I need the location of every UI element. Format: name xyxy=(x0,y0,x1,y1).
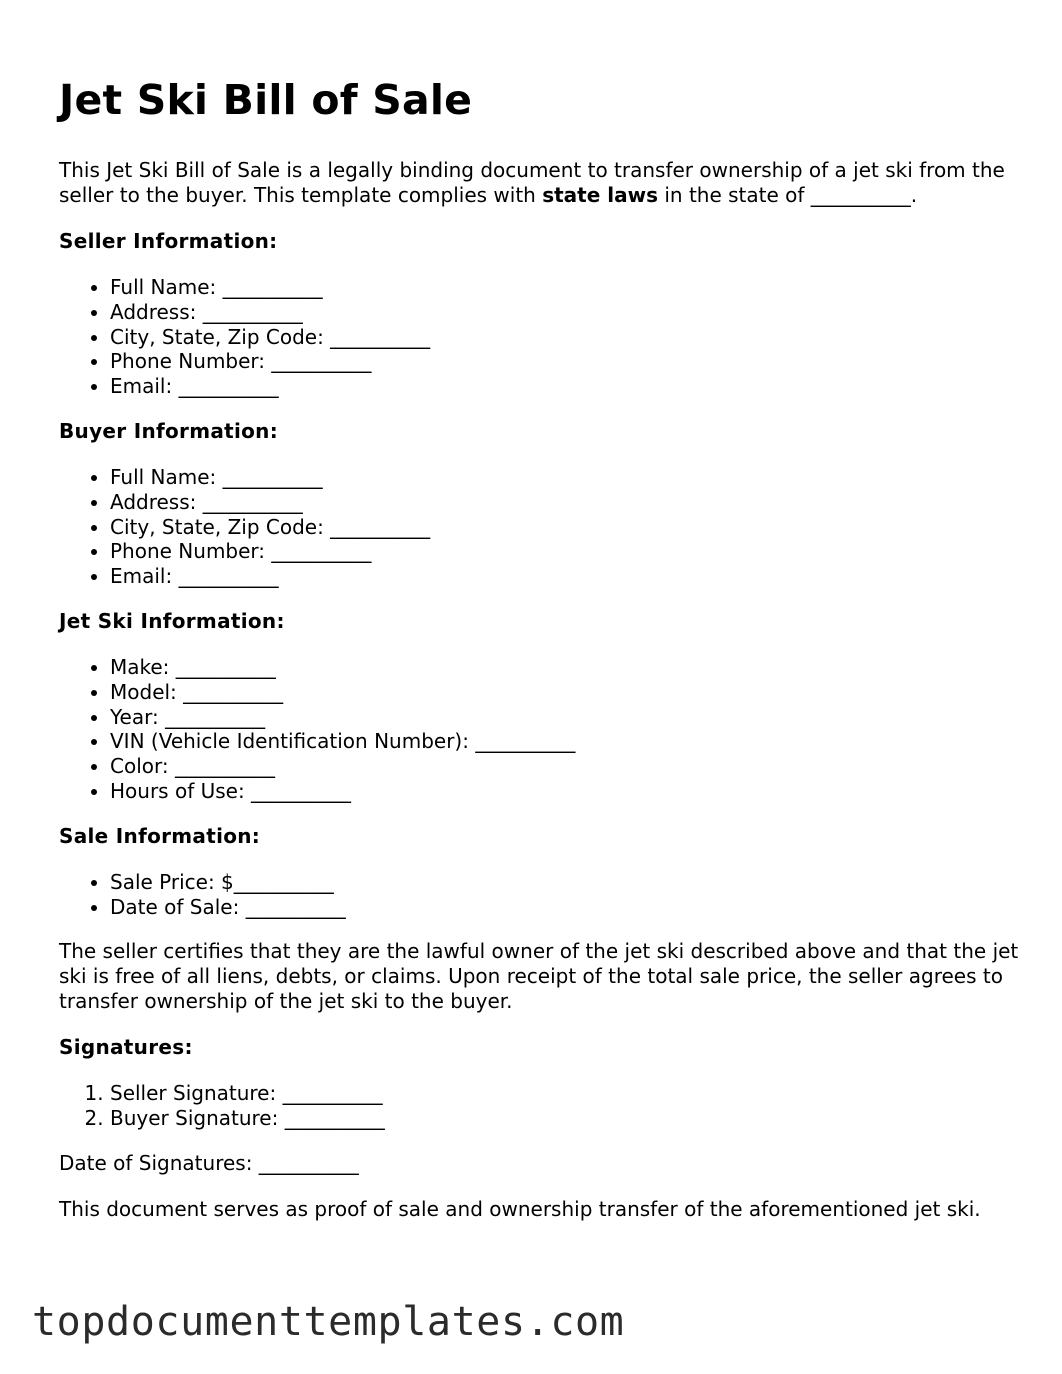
site-watermark: topdocumenttemplates.com xyxy=(32,1299,625,1345)
intro-bold-text: state laws xyxy=(542,183,658,207)
buyer-signature: 2. Buyer Signature: __________ xyxy=(110,1106,1019,1131)
intro-text-before: This Jet Ski Bill of Sale is a legally binding document to transfer ownership of a jet ski from the seller to the buyer. This template complies with xyxy=(59,158,1005,207)
sale-price: • Sale Price: $__________ xyxy=(110,870,1019,895)
document-title: Jet Ski Bill of Sale xyxy=(59,76,473,124)
jetski-year: • Year: __________ xyxy=(110,705,1019,730)
date-of-signatures: Date of Signatures: __________ xyxy=(59,1150,359,1175)
buyer-email: • Email: __________ xyxy=(110,564,1019,589)
sale-date: • Date of Sale: __________ xyxy=(110,895,1019,920)
seller-full-name: • Full Name: __________ xyxy=(110,275,1019,300)
seller-email: • Email: __________ xyxy=(110,374,1019,399)
jetski-model: • Model: __________ xyxy=(110,680,1019,705)
buyer-city-state-zip: • City, State, Zip Code: __________ xyxy=(110,515,1019,540)
jetski-vin: • VIN (Vehicle Identification Number): __________ xyxy=(110,729,1019,754)
buyer-list xyxy=(59,465,1019,589)
signatures-heading: Signatures: xyxy=(59,1035,193,1060)
jetski-heading: Jet Ski Information: xyxy=(59,608,285,633)
sale-list xyxy=(59,870,1019,920)
jetski-color: • Color: __________ xyxy=(110,754,1019,779)
seller-signature: 1. Seller Signature: __________ xyxy=(110,1081,1019,1106)
buyer-full-name: • Full Name: __________ xyxy=(110,465,1019,490)
jetski-list xyxy=(59,655,1019,804)
closing-paragraph: This document serves as proof of sale and ownership transfer of the aforementioned jet ski. xyxy=(59,1196,981,1221)
buyer-heading: Buyer Information: xyxy=(59,418,279,443)
sale-heading: Sale Information: xyxy=(59,823,261,848)
seller-heading: Seller Information: xyxy=(59,229,278,253)
jetski-hours: • Hours of Use: __________ xyxy=(110,779,1019,804)
buyer-address: • Address: __________ xyxy=(110,490,1019,515)
seller-phone: • Phone Number: __________ xyxy=(110,349,1019,374)
signatures-list xyxy=(59,1081,1019,1131)
certification-paragraph: The seller certifies that they are the lawful owner of the jet ski described above and that the jet ski is free of all liens, debts, or claims. Upon receipt of the total sale price, the seller agrees to transfer ownership of the jet ski to the buyer. xyxy=(59,939,1019,1014)
intro-paragraph xyxy=(59,158,1019,208)
seller-city-state-zip: • City, State, Zip Code: __________ xyxy=(110,325,1019,350)
buyer-phone: • Phone Number: __________ xyxy=(110,539,1019,564)
document-page xyxy=(59,72,1019,1243)
seller-list xyxy=(59,275,1019,399)
seller-address: • Address: __________ xyxy=(110,300,1019,325)
jetski-make: • Make: __________ xyxy=(110,655,1019,680)
intro-text-after: in the state of __________. xyxy=(658,183,918,207)
